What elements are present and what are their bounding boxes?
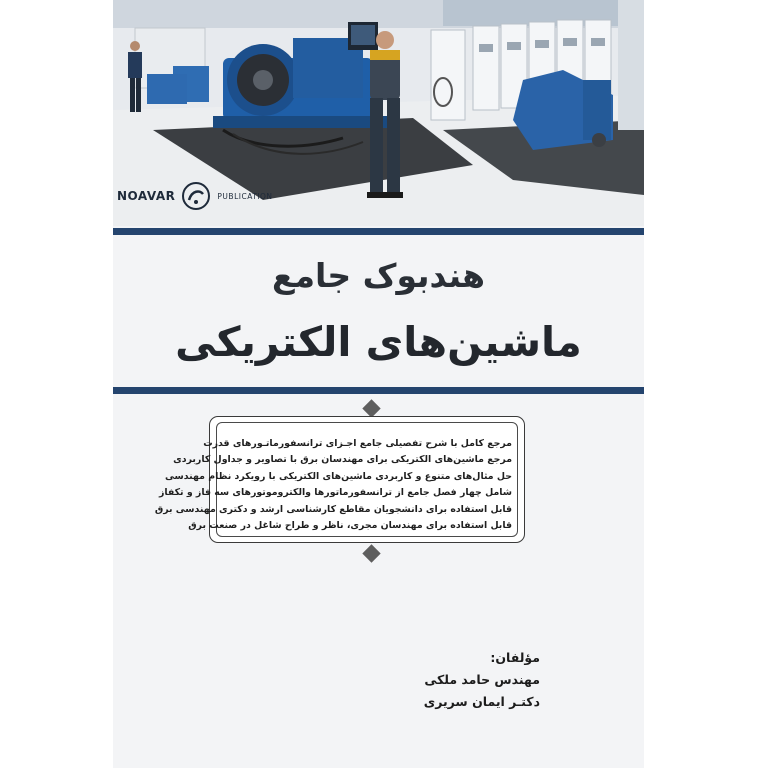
title-line-2: ماشین‌های الکتریکی (175, 318, 582, 366)
publisher-emblem-icon (180, 180, 212, 212)
feature-line: قابل استفاده برای دانشجویان مقاطع کارشناسی ارشد و دکتری مهندسی برق (154, 503, 512, 515)
feature-line: مرجع ماشین‌های الکتریکی برای مهندسان برق با تصاویر و جداول کاربردی (173, 454, 512, 466)
author-name-1: مهندس حامد ملکی (424, 672, 540, 687)
feature-line: حل مثال‌های متنوع و کاربردی ماشین‌های الکتریکی با رویکرد نظام مهندسی (165, 470, 512, 482)
feature-line: مرجع کامل با شرح تفصیلی جامع اجـزای ترانسفورماتـورهای قدرت (203, 438, 512, 449)
cover-photo (113, 0, 644, 226)
title-line-1: هندبوک جامع (272, 256, 485, 295)
top-divider-band (113, 228, 644, 235)
author-name-2: دکتـر ایمان سریری (423, 694, 540, 709)
feature-line: قابل استفاده برای مهندسان مجری، ناظر و طراح شاغل در صنعت برق (188, 520, 512, 532)
publisher-label: PUBLICATION (217, 191, 273, 201)
authors-block (424, 647, 540, 713)
publisher-logo (117, 176, 273, 216)
authors-label: مؤلفان: (490, 650, 540, 665)
bottom-diamond-ornament (362, 544, 380, 562)
features-list (154, 436, 512, 534)
top-diamond-ornament (362, 399, 380, 417)
middle-divider-band (113, 387, 644, 394)
book-cover (113, 0, 644, 768)
publisher-name: NOAVAR (117, 189, 176, 203)
features-frame (154, 416, 525, 543)
feature-line: شامل چهار فصل جامع از ترانسفورماتورها والکتروموتورهای سه فاز و تکفاز (158, 487, 512, 499)
